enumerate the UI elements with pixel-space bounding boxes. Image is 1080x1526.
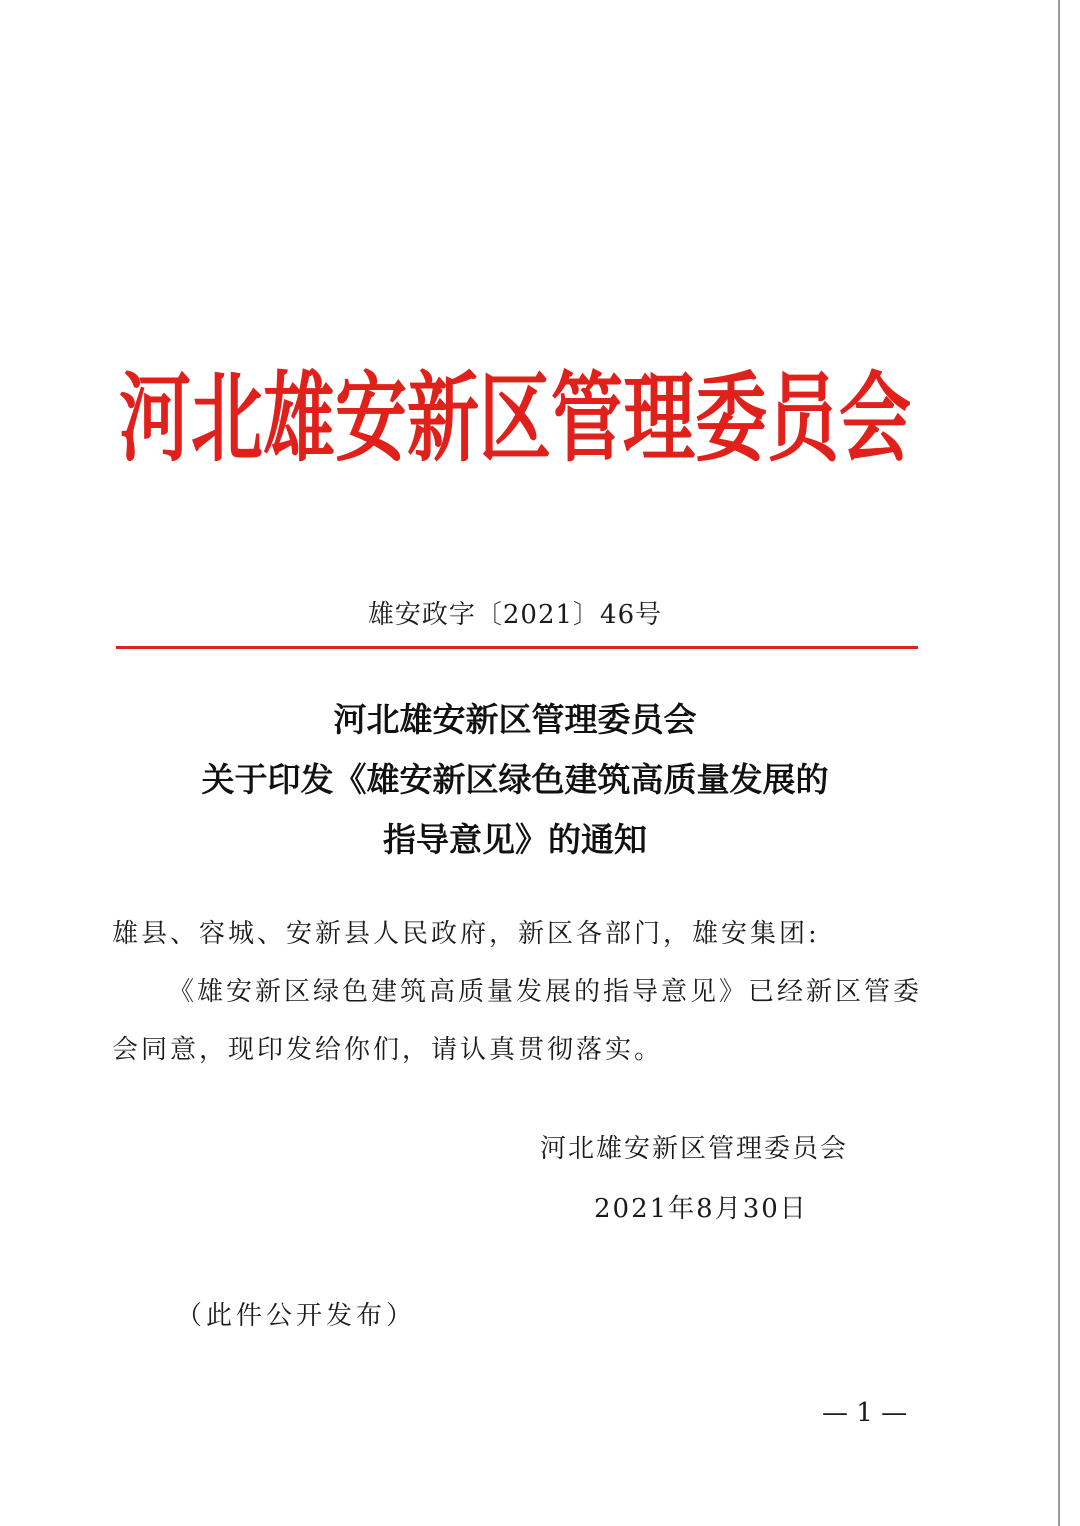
recipients-line: 雄县、容城、安新县人民政府，新区各部门，雄安集团: xyxy=(112,919,820,949)
page-number: — 1 — xyxy=(822,1398,908,1428)
body-paragraph-line-2: 会同意，现印发给你们，请认真贯彻落实。 xyxy=(112,1035,664,1065)
issuer-signature: 河北雄安新区管理委员会 xyxy=(540,1134,849,1164)
page-edge-line xyxy=(1058,0,1060,1526)
body-paragraph-line-1: 《雄安新区绿色建筑高质量发展的指导意见》已经新区管委 xyxy=(168,977,923,1007)
title-line-2: 关于印发《雄安新区绿色建筑高质量发展的 xyxy=(201,760,829,799)
document-number: 雄安政字〔2021〕46号 xyxy=(367,600,663,630)
public-release-note: （此件公开发布） xyxy=(176,1301,417,1331)
issue-date: 2021年8月30日 xyxy=(594,1194,808,1224)
red-divider-line xyxy=(116,646,918,649)
title-line-1: 河北雄安新区管理委员会 xyxy=(333,700,697,739)
title-line-3: 指导意见》的通知 xyxy=(383,820,647,859)
document-title xyxy=(100,690,930,870)
masthead-title: 河北雄安新区管理委员会 xyxy=(118,361,911,475)
